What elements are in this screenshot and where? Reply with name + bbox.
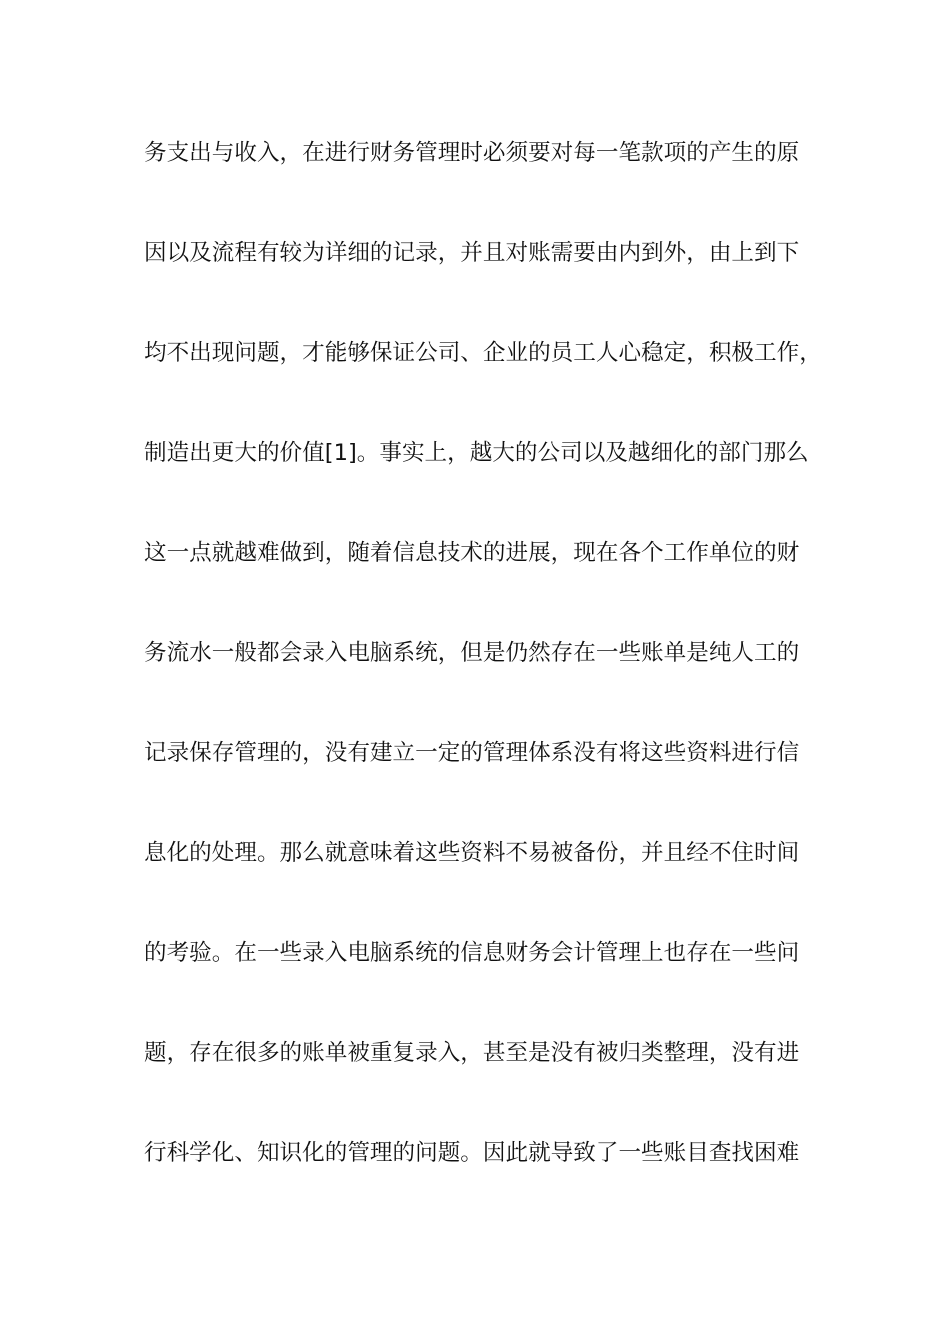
text-line-3: 均不出现问题，才能够保证公司、企业的员工人心稳定，积极工作， <box>144 340 822 366</box>
text-line-6: 务流水一般都会录入电脑系统，但是仍然存在一些账单是纯人工的 <box>144 640 800 666</box>
body-text <box>144 128 824 1228</box>
text-line-8: 息化的处理。那么就意味着这些资料不易被备份，并且经不住时间 <box>144 840 800 866</box>
text-line-5: 这一点就越难做到，随着信息技术的进展，现在各个工作单位的财 <box>144 540 800 566</box>
text-line-1: 务支出与收入，在进行财务管理时必须要对每一笔款项的产生的原 <box>144 140 800 166</box>
text-line-11: 行科学化、知识化的管理的问题。因此就导致了一些账目查找困难 <box>144 1140 800 1166</box>
text-line-10: 题，存在很多的账单被重复录入，甚至是没有被归类整理，没有进 <box>144 1040 800 1066</box>
text-line-9: 的考验。在一些录入电脑系统的信息财务会计管理上也存在一些问 <box>144 940 800 966</box>
text-line-4: 制造出更大的价值[1]。事实上，越大的公司以及越细化的部门那么 <box>144 440 809 466</box>
text-line-2: 因以及流程有较为详细的记录，并且对账需要由内到外，由上到下 <box>144 240 800 266</box>
text-line-7: 记录保存管理的，没有建立一定的管理体系没有将这些资料进行信 <box>144 740 800 766</box>
